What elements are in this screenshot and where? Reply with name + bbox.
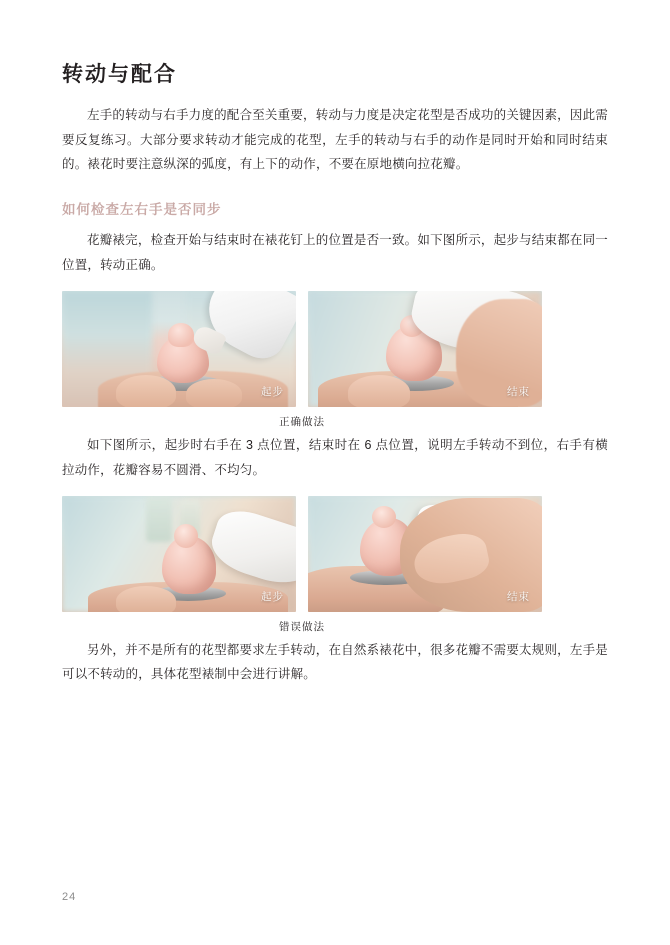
section-subheading: 如何检查左右手是否同步 [62, 202, 222, 219]
figure-wrong-row [62, 496, 608, 612]
paragraph-intro: 左手的转动与右手力度的配合至关重要，转动与力度是决定花型是否成功的关键因素，因此需要反复练习。大部分要求转动才能完成的花型，左手的转动与右手的动作是同时开始和同时结束的。裱花时要注意纵深的弧度，有上下的动作，不要在原地横向拉花瓣。 [62, 108, 608, 172]
figure-correct [62, 291, 608, 429]
photo-caption: 结束 [507, 386, 530, 399]
figure-correct-row [62, 291, 608, 407]
figure-wrong [62, 496, 608, 634]
buttercream-flower-top-shape [168, 323, 194, 347]
page-title: 转动与配合 [62, 61, 177, 86]
photo-piping-end-wrong [308, 496, 542, 612]
photo-caption: 结束 [507, 590, 530, 603]
finger-shape [116, 586, 176, 612]
page-content [62, 60, 608, 701]
buttercream-flower-top-shape [174, 524, 198, 548]
figure-caption-wrong: 错误做法 [279, 620, 325, 633]
photo-piping-start-correct [62, 291, 296, 407]
page-number: 24 [62, 891, 77, 903]
background-bottle-shape [146, 496, 172, 542]
photo-caption: 起步 [261, 386, 284, 399]
photo-piping-end-correct [308, 291, 542, 407]
paragraph-closing: 另外，并不是所有的花型都要求左手转动，在自然系裱花中，很多花瓣不需要太规则，左手是可以不转动的，具体花型裱制中会进行讲解。 [62, 642, 608, 682]
photo-piping-start-wrong [62, 496, 296, 612]
finger-shape [116, 375, 176, 407]
photo-caption: 起步 [261, 590, 284, 603]
figure-caption-correct: 正确做法 [279, 416, 325, 429]
paragraph-wrong-description: 如下图所示，起步时右手在 3 点位置，结束时在 6 点位置，说明左手转动不到位，右手有横拉动作，花瓣容易不圆滑、不均匀。 [62, 438, 608, 477]
finger-shape [348, 375, 410, 407]
buttercream-flower-top-shape [372, 506, 396, 528]
finger-shape-secondary [186, 379, 242, 407]
paragraph-correct-description: 花瓣裱完，检查开始与结束时在裱花钉上的位置是否一致。如下图所示，起步与结束都在同一位置，转动正确。 [62, 233, 608, 272]
